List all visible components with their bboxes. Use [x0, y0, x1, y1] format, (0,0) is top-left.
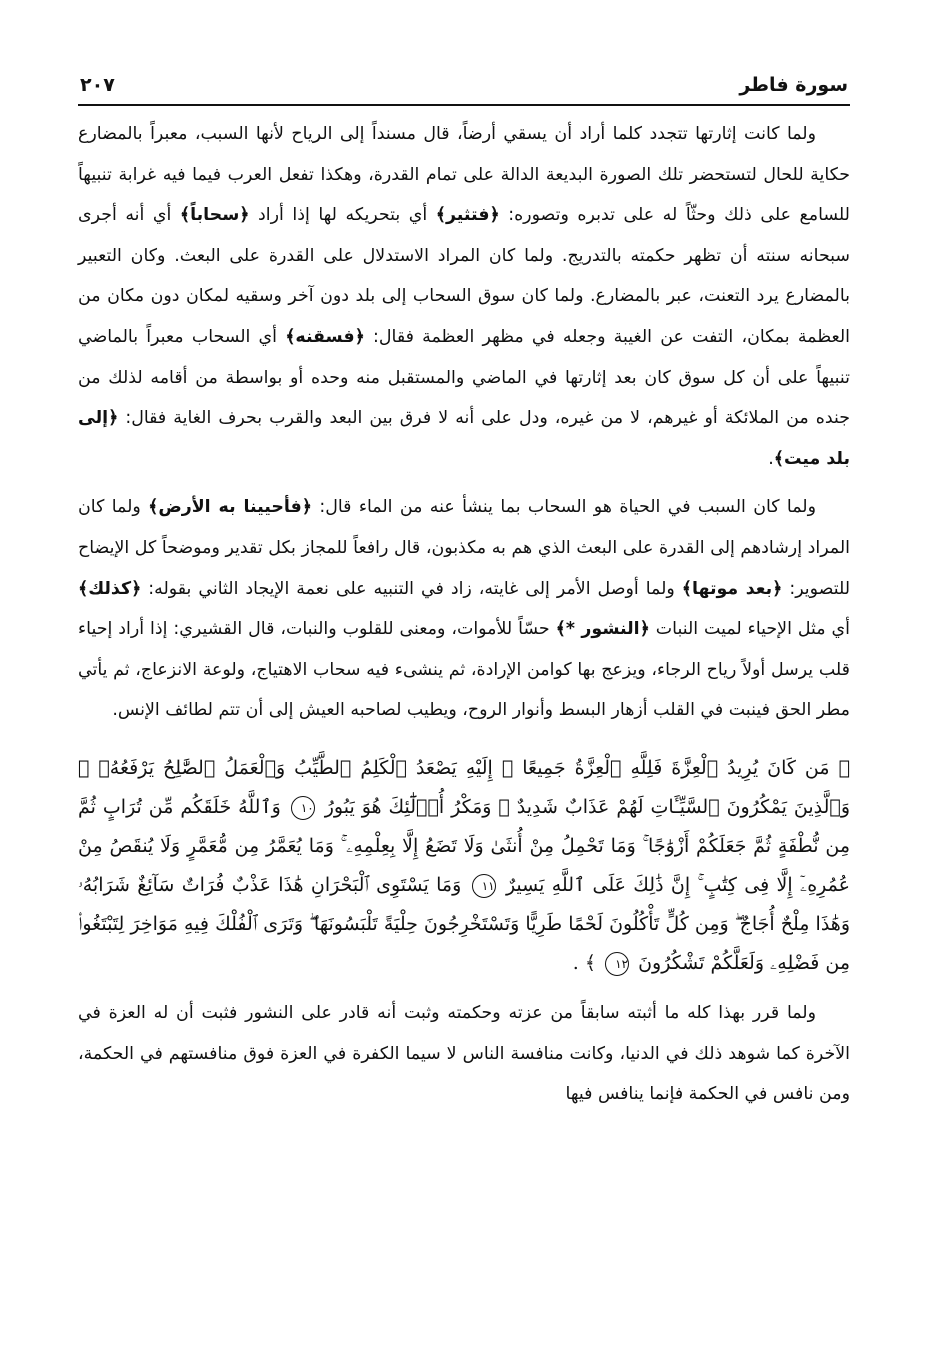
- text-segment: ولما كان السبب في الحياة هو السحاب بما ينشأ عنه من الماء قال:: [311, 497, 816, 518]
- verse-open-bracket: ﴿: [838, 756, 850, 779]
- verse-text: مَن كَانَ يُرِيدُ ٱلْعِزَّةَ فَلِلَّهِ ٱلْعِزَّةُ جَمِيعًا ۚ إِلَيْهِ يَصْعَدُ ٱلْكَلِمُ ٱلطَّيِّبُ وَٱلْعَمَلُ ٱلصَّٰلِحُ يَرْفَعُهُۥ ۚ وَٱلَّذِينَ يَمْكُرُونَ ٱلسَّيِّـَٔاتِ لَهُمْ عَذَابٌ شَدِيدٌ ۖ وَمَكْرُ أُو۟لَٰٓئِكَ هُوَ يَبُورُ: [78, 756, 851, 818]
- commentary-paragraph-2: [78, 487, 850, 731]
- text-segment: أي أنه أجرى سبحانه سنته أن تظهر حكمته بالتدريج. ولما كان المراد الاستدلال على القدرة على البعث. وكان التعبير بالمضارع يرد التعنت، عبر بالمضارع. ولما كان سوق السحاب إلى بلد دون آخر وسقيه لمكان دون مكان من العظمة بمكان، التفت عن الغيبة وجعله في مظهر العظمة فقال:: [78, 205, 850, 347]
- text-segment: أي السحاب معبراً بالماضي تنبيهاً على أن كل سوق كان بعد إثارتها في الماضي والمستقبل منه وحده أو بواسطة من أقامه لذلك من جنده من الملائكة أو غيرهم، لا من غيره، ودل على أنه لا فرق بين البعد والقرب بحرف الغاية فقال:: [78, 326, 850, 429]
- quran-quote: ﴿النشور *﴾: [555, 619, 650, 640]
- verse-number-marker: ١٠: [291, 796, 315, 820]
- text-segment: أي مثل الإحياء لميت النبات: [649, 619, 851, 640]
- page-number: ٢٠٧: [80, 74, 115, 96]
- verse-end-dot: .: [572, 951, 579, 974]
- page-header: [78, 66, 850, 106]
- text-segment: حسّاً للأموات، ومعنى للقلوب والنبات، قال القشيري: إذا أراد إحياء قلب يرسل أولاً رياح الرجاء، ويزعج بها كوامن الإرادة، ثم ينشىء فيه سحاب الاهتياج، ولوعة الانزعاج، ثم يأتي مطر الحق فينبت في القلب أزهار البسط وأنوار الروح، ويطيب لصاحبه العيش إلى أن تتم لطائف الإنس.: [78, 619, 850, 721]
- verse-text: وَمَا يَسْتَوِى ٱلْبَحْرَانِ هَٰذَا عَذْبٌ فُرَاتٌ سَآئِغٌ شَرَابُهُۥ وَهَٰذَا مِلْحٌ أُجَاجٌ ۖ وَمِن كُلٍّ تَأْكُلُونَ لَحْمًا طَرِيًّا وَتَسْتَخْرِجُونَ حِلْيَةً تَلْبَسُونَهَا ۖ وَتَرَى ٱلْفُلْكَ فِيهِ مَوَاخِرَ لِتَبْتَغُوا۟ مِن فَضْلِهِۦ وَلَعَلَّكُمْ تَشْكُرُونَ: [78, 873, 850, 974]
- quran-quote: ﴿كذلك﴾: [78, 578, 142, 599]
- book-page: [78, 66, 850, 1115]
- quran-quote: ﴿سحاباً﴾: [179, 205, 250, 226]
- quran-verses-block: [78, 749, 850, 983]
- text-segment: ولما كانت إثارتها تتجدد كلما أراد أن يسقي أرضاً، قال مسنداً إلى الرياح لأنها السبب، معبراً بالمضارع حكاية للحال لتستحضر تلك الصورة البديعة الدالة على تمام القدرة، وهكذا تفعل العرب فيما فيه غرابة تنبيهاً للسامع على ذلك وحثّاً له على تدبره وتصوره:: [78, 124, 850, 226]
- text-segment: .: [768, 448, 774, 469]
- verse-close-bracket: ﴾: [584, 951, 596, 974]
- verse-number-marker: ١١: [472, 874, 496, 898]
- quran-quote: ﴿بعد موتها﴾: [681, 578, 783, 599]
- text-segment: ولما كان المراد إرشادهم إلى القدرة على البعث الذي هم به مكذبون، قال رافعاً للمجاز بكل تقدير وموضحاً كل الإيضاح للتصوير:: [78, 497, 851, 599]
- surah-title: سورة فاطر: [739, 74, 848, 96]
- quran-quote: ﴿فسقنه﴾: [285, 326, 365, 347]
- verse-text: وَٱللَّهُ خَلَقَكُم مِّن تُرَابٍ ثُمَّ مِن نُّطْفَةٍ ثُمَّ جَعَلَكُمْ أَزْوَٰجًا ۚ وَمَا تَحْمِلُ مِنْ أُنثَىٰ وَلَا تَضَعُ إِلَّا بِعِلْمِهِۦ ۚ وَمَا يُعَمَّرُ مِن مُّعَمَّرٍ وَلَا يُنقَصُ مِنْ عُمُرِهِۦٓ إِلَّا فِى كِتَٰبٍ ۚ إِنَّ ذَٰلِكَ عَلَى ٱللَّهِ يَسِيرٌ: [78, 795, 850, 896]
- quran-quote: ﴿فتثير﴾: [435, 205, 500, 226]
- quran-quote: ﴿فأحيينا به الأرض﴾: [148, 497, 312, 518]
- text-segment: ولما أوصل الأمر إلى غايته، زاد في التنبيه على نعمة الإيجاد الثاني بقوله:: [141, 578, 682, 599]
- commentary-paragraph-1: [78, 114, 850, 479]
- text-segment: أي بتحريكه لها إذا أراد: [249, 205, 436, 226]
- quran-quote: ﴿إلى بلد ميت﴾: [78, 408, 850, 469]
- verse-number-marker: ١٢: [605, 952, 629, 976]
- page-body: [78, 114, 850, 1115]
- commentary-paragraph-3: ولما قرر بهذا كله ما أثبته سابقاً من عزته وحكمته وثبت أنه قادر على النشور فثبت أن له العزة في الآخرة كما شوهد ذلك في الدنيا، وكانت منافسة الناس لا سيما الكفرة في العزة فوق منافستهم في الحكمة، ومن نافس في الحكمة فإنما ينافس فيها: [78, 1002, 850, 1105]
